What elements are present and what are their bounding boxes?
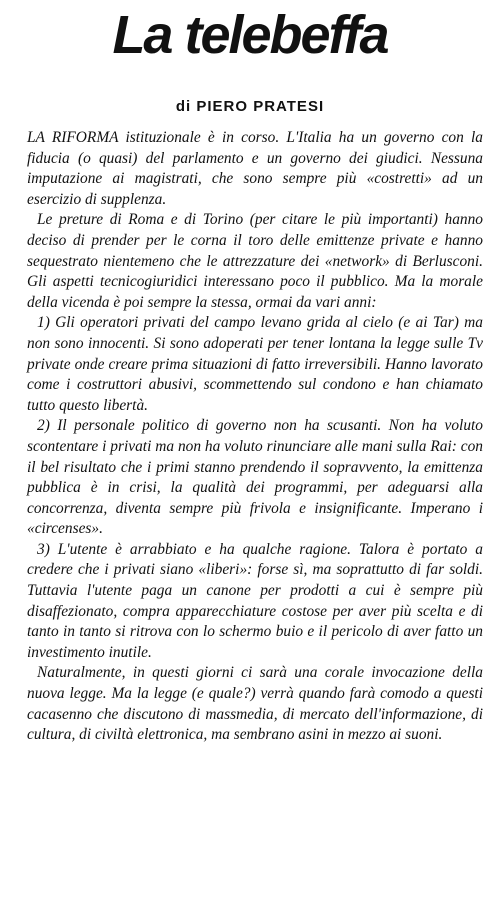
paragraph-5: 3) L'utente è arrabbiato e ha qualche ragione. Talora è portato a credere che i privati siano «liberi»: forse sì, ma soprattutto di far soldi. Tuttavia l'utente paga un canone per prodotti a cui è sempre più disaffezionato, compra apparecchiature costose per aver più scelta e di tanto in tanto si ritrova con lo schermo buio e il pericolo di aver fatto un investimento inutile. <box>27 540 483 661</box>
lead-words: LA RIFORMA <box>27 129 119 146</box>
byline: di PIERO PRATESI <box>175 98 325 115</box>
paragraph-4: 2) Il personale politico di governo non ha scusanti. Non ha voluto scontentare i privati ma non ha voluto rinunciare alle mani sulla Rai: con il bel risultato che i primi stanno prendendo il sopravvento, la emittenza pubblica è in crisi, la qualità dei programmi, per adeguarsi alla concorrenza, diventa sempre più frivola e insignificante. Imperano i «circenses». <box>27 417 483 538</box>
paragraph-3: 1) Gli operatori privati del campo levano grida al cielo (e ai Tar) ma non sono innocenti. Si sono adoperati per tener lontana la legge sulle Tv private onde creare prima situazioni di fatto irreversibili. Hanno lavorato come i costruttori abusivi, scommettendo sul condono e han chiamato tutto questo libertà. <box>27 314 483 414</box>
paragraph-2: Le preture di Roma e di Torino (per citare le più importanti) hanno deciso di prender per le corna il toro delle emittenze private e hanno sequestrato nientemeno che le attrezzature dei «network» di Berlusconi. Gli aspetti tecnicogiuridici interessano poco il pubblico. Ma la morale della vicenda è poi sempre la stessa, ormai da vari anni: <box>27 211 483 311</box>
paragraph-1 <box>27 128 483 210</box>
headline: La telebeffa <box>112 5 388 65</box>
article-body <box>27 128 483 746</box>
paragraph-1-text: istituzionale è in corso. L'Italia ha un governo con la fiducia (o quasi) del parlamento e un governo dei giudici. Nessuna imputazione ai magistrati, che sono sempre più «costretti» ad un esercizio di supplenza. <box>27 129 483 208</box>
paragraph-6: Naturalmente, in questi giorni ci sarà una corale invocazione della nuova legge. Ma la legge (e quale?) verrà quando farà comodo a questi cacasenno che discutono di massmedia, di mercato dell'informazione, di cultura, di civiltà elettronica, ma sembrano asini in mezzo ai suoni. <box>27 664 483 744</box>
